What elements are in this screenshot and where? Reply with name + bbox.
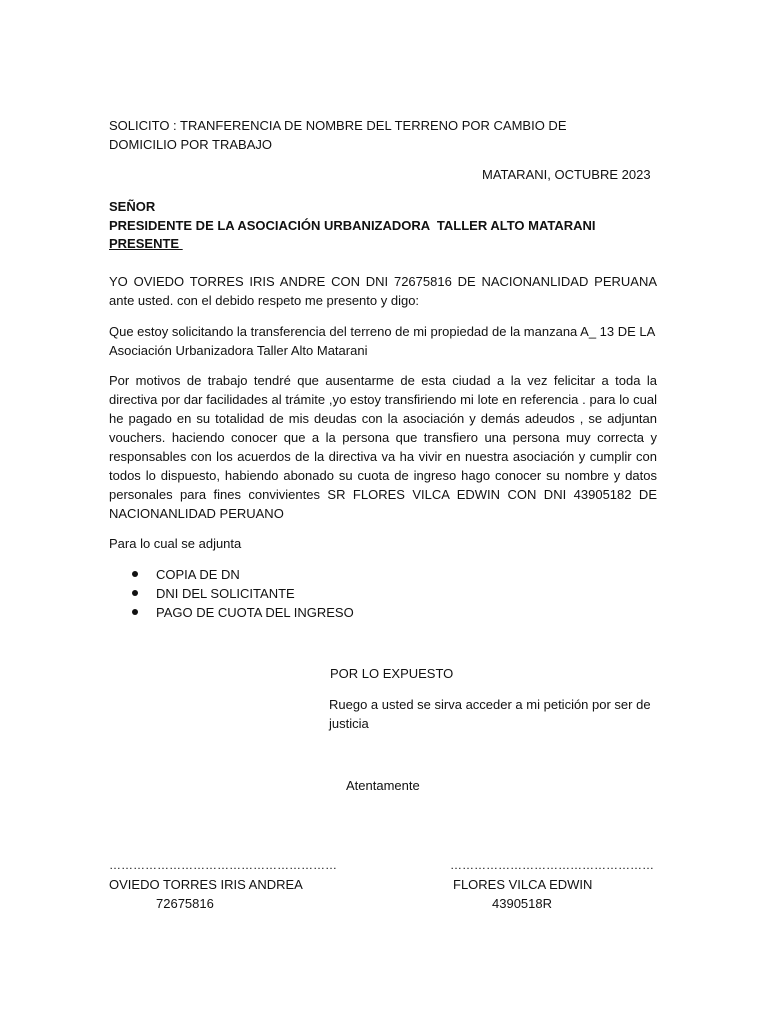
place-date: MATARANI, OCTUBRE 2023	[482, 167, 651, 182]
farewell: Atentamente	[346, 778, 420, 793]
addressee-presente: PRESENTE	[109, 236, 183, 251]
list-item: DNI DEL SOLICITANTE	[109, 584, 509, 603]
por-lo-expuesto: POR LO EXPUESTO	[330, 666, 454, 681]
addressee-title: SEÑOR	[109, 199, 156, 214]
list-item: PAGO DE CUOTA DEL INGRESO	[109, 603, 509, 622]
addressee-position: PRESIDENTE DE LA ASOCIACIÓN URBANIZADORA TALLER ALTO MATARANI	[109, 218, 596, 233]
bullet-icon	[132, 609, 138, 615]
paragraph-reasons: Por motivos de trabajo tendré que ausentarme de esta ciudad a la vez felicitar a toda la directiva por dar facilidades al trámite ,yo estoy transfiriendo mi lote en referencia . para lo cual he pagado en su totalidad de mis deudas con la asociación y demás adeudos , se adjuntan vouchers. haciendo conocer que a la persona que transfiero una persona muy correcta y responsables con los acuerdos de la directiva va ha vivir en nuestra asociación y cumplir con todos lo dispuesto, habiendo abonado su cuota de ingreso hago conocer su nombre y datos personales para fines convivientes SR FLORES VILCA EDWIN CON DNI 43905182 DE NACIONANLIDAD PERUANO	[109, 373, 657, 521]
subject-line: SOLICITO : TRANFERENCIA DE NOMBRE DEL TERRENO POR CAMBIO DE DOMICILIO POR TRABAJO	[109, 118, 567, 152]
bullet-icon	[132, 590, 138, 596]
signer-dni-left: 72675816	[156, 896, 214, 911]
signature-line-left: …………………………………………………	[109, 858, 337, 872]
signer-dni-right: 4390518R	[492, 896, 552, 911]
paragraph-intro: YO OVIEDO TORRES IRIS ANDRE CON DNI 72675816 DE NACIONANLIDAD PERUANA ante usted. con el debido respeto me presento y digo:	[109, 274, 657, 308]
attachments-list	[109, 565, 509, 622]
signer-name-right: FLORES VILCA EDWIN	[453, 877, 593, 892]
list-item: COPIA DE DN	[109, 565, 509, 584]
signer-name-left: OVIEDO TORRES IRIS ANDREA	[109, 877, 303, 892]
paragraph-attach-intro: Para lo cual se adjunta	[109, 536, 242, 551]
petition-text: Ruego a usted se sirva acceder a mi petición por ser de justicia	[329, 697, 651, 731]
paragraph-request: Que estoy solicitando la transferencia del terreno de mi propiedad de la manzana A_ 13 DE LA Asociación Urbanizadora Taller Alto Matarani	[109, 324, 655, 358]
signature-line-right: ……………………………………………	[450, 858, 654, 872]
bullet-icon	[132, 571, 138, 577]
